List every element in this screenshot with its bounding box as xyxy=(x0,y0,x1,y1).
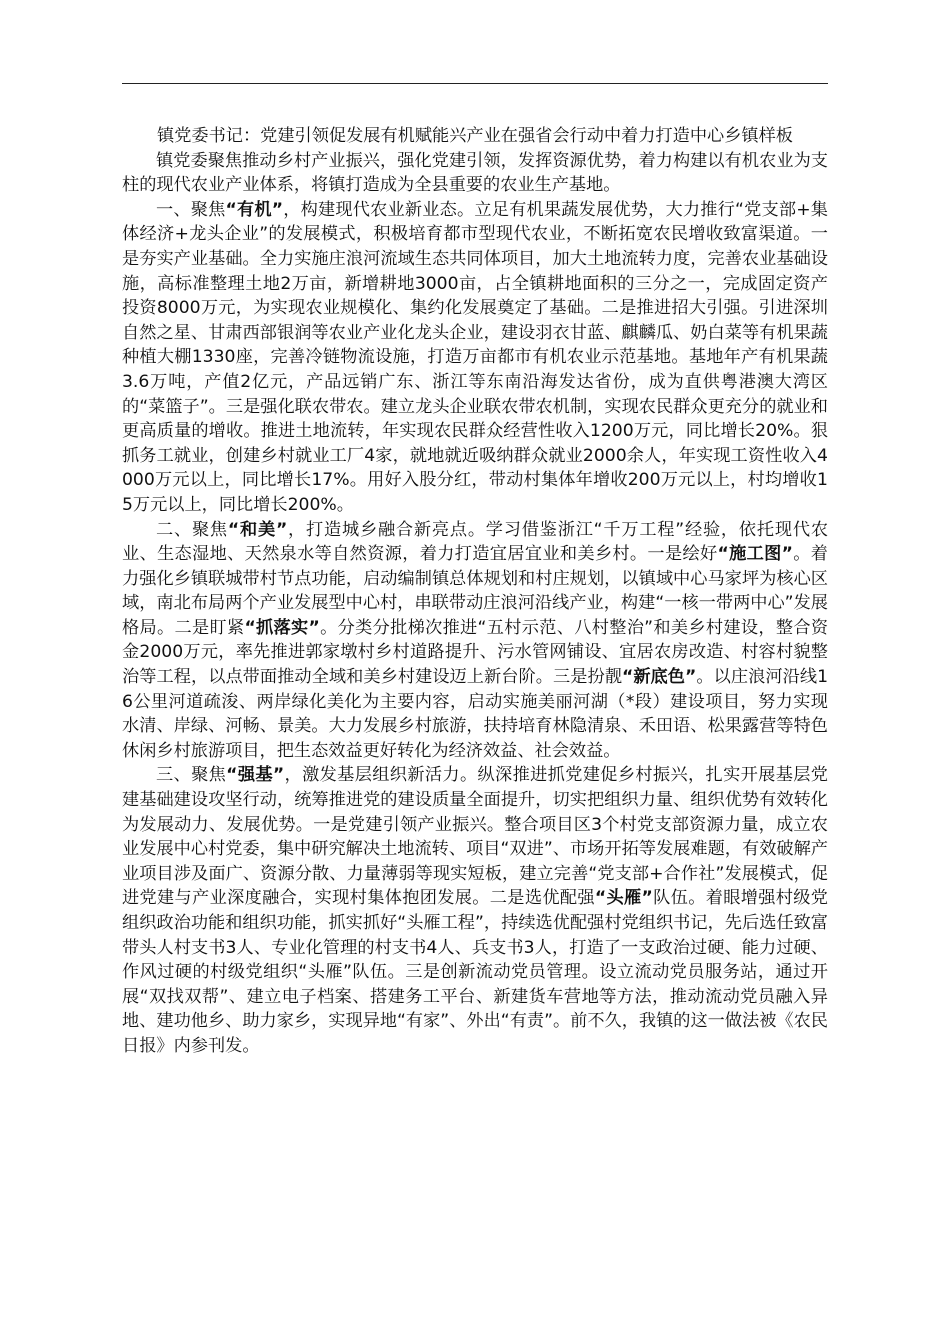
section-2-prefix: 二、聚焦 xyxy=(156,519,228,540)
section-2-keyword-4: “新底色” xyxy=(621,667,697,688)
section-2-keyword: “和美” xyxy=(227,519,288,540)
section-1-body: ，构建现代农业新业态。立足有机果蔬发展优势，大力推行“党支部+集体经济+龙头企业”的发展模式，积极培育都市型现代农业，不断拓宽农民增收致富渠道。一是夯实产业基础。全力实施庄浪河流域生态共同体项目，加大土地流转力度，完善农业基础设施，高标准整理土地2万亩，新增耕地3000亩，占全镇耕地面积的三分之一，完成固定资产投资8000万元，为实现农业规模化、集约化发展奠定了基础。二是推进招大引强。引进深圳自然之星、甘肃西部银润等农业产业化龙头企业，建设羽衣甘蓝、麒麟瓜、奶白菜等有机果蔬种植大棚1330座，完善冷链物流设施，打造万亩都市有机农业示范基地。基地年产有机果蔬3.6万吨，产值2亿元，产品远销广东、浙江等东南沿海发达省份，成为直供粤港澳大湾区的“菜篮子”。三是强化联农带农。建立龙头企业联农带农机制，实现农民群众更充分的就业和更高质量的增收。推进土地流转，年实现农民群众经营性收入1200万元，同比增长20%。狠抓务工就业，创建乡村就业工厂4家，就地就近吸纳群众就业2000余人，年实现工资性收入4000万元以上，同比增长17%。用好入股分红，带动村集体年增收200万元以上，村均增收15万元以上，同比增长200%。 xyxy=(122,199,828,515)
section-2-body-2: 。着力强化乡镇联城带村节点功能，启动编制镇总体规划和村庄规划，以镇域中心马家坪为核心区域，南北布局两个产业发展型中心村，串联带动庄浪河沿线产业，构建“一核一带两中心”发展格局。二是盯紧 xyxy=(122,544,828,638)
section-3-keyword: “强基” xyxy=(226,765,285,786)
section-3-body: ，激发基层组织新活力。纵深推进抓党建促乡村振兴，扎实开展基层党建基础建设攻坚行动，统筹推进党的建设质量全面提升，切实把组织力量、组织优势有效转化为发展动力、发展优势。一是党建引领产业振兴。整合项目区3个村党支部资源力量，成立农业发展中心村党委，集中研究解决土地流转、项目“双进”、市场开拓等发展难题，有效破解产业项目涉及面广、资源分散、力量薄弱等现实短板，建立完善“党支部+合作社”发展模式，促进党建与产业深度融合，实现村集体抱团发展。二是选优配强 xyxy=(122,765,828,909)
section-3-paragraph xyxy=(122,763,828,1058)
section-1-prefix: 一、聚焦 xyxy=(156,199,226,220)
section-3-body-2: 队伍。着眼增强村级党组织政治功能和组织功能，抓实抓好“头雁工程”，持续选优配强村党组织书记，先后选任致富带头人村支书3人、专业化管理的村支书4人、兵支书3人，打造了一支政治过硬、能力过硬、作风过硬的村级党组织“头雁”队伍。三是创新流动党员管理。设立流动党员服务站，通过开展“双找双帮”、建立电子档案、搭建务工平台、新建货车营地等方法，推动流动党员融入异地、建功他乡、助力家乡，实现异地“有家”、外出“有责”。前不久，我镇的这一做法被《农民日报》内参刊发。 xyxy=(122,888,828,1056)
header-rule xyxy=(122,83,828,84)
intro-paragraph: 镇党委聚焦推动乡村产业振兴，强化党建引领，发挥资源优势，着力构建以有机农业为支柱的现代农业产业体系，将镇打造成为全县重要的农业生产基地。 xyxy=(122,150,828,196)
section-2-body: ，打造城乡融合新亮点。学习借鉴浙江“千万工程”经验，依托现代农业、生态湿地、天然泉水等自然资源，着力打造宜居宜业和美乡村。一是绘好 xyxy=(122,519,829,565)
section-2-keyword-3: “抓落实” xyxy=(244,617,320,638)
section-3-keyword-2: “头雁” xyxy=(594,888,653,909)
section-1-keyword: “有机” xyxy=(225,199,284,220)
section-1-paragraph xyxy=(122,198,828,518)
section-2-body-3: 。分类分批梯次推进“五村示范、八村整治”和美乡村建设，整合资金2000万元，率先推进郭家墩村乡村道路提升、污水管网铺设、宜居农房改造、村容村貌整治等工程，以点带面推动全域和美乡村建设迈上新台阶。三是扮靓 xyxy=(122,617,829,688)
document-body xyxy=(122,120,828,1059)
section-2-keyword-2: “施工图” xyxy=(717,544,793,565)
section-2-paragraph xyxy=(122,518,828,764)
document-title: 镇党委书记：党建引领促发展有机赋能兴产业在强省会行动中着力打造中心乡镇样板 xyxy=(157,126,793,146)
section-2-body-4: 。以庄浪河沿线16公里河道疏浚、两岸绿化美化为主要内容，启动实施美丽河湖（*段）建设项目，努力实现水清、岸绿、河畅、景美。大力发展乡村旅游，扶持培育林隐清泉、禾田语、松果露营等特色休闲乡村旅游项目，把生态效益更好转化为经济效益、社会效益。 xyxy=(122,667,829,761)
section-3-prefix: 三、聚焦 xyxy=(156,765,227,786)
